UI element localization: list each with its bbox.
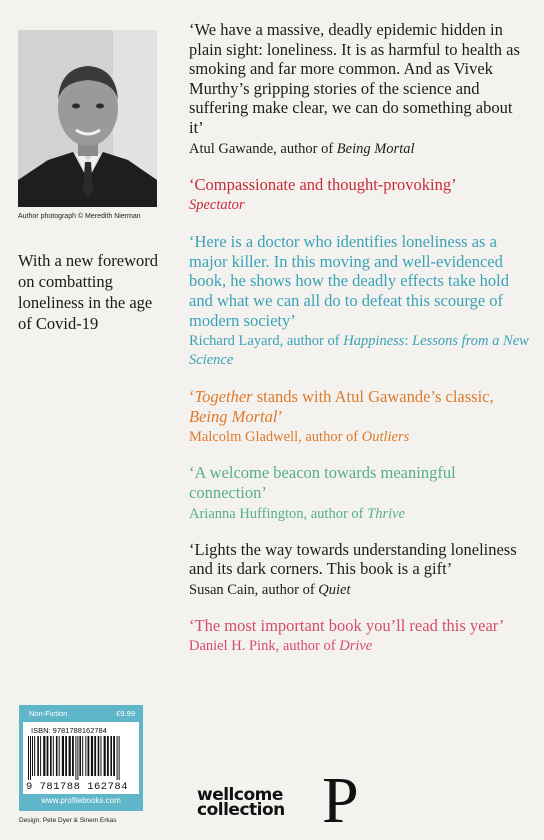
quote-book-title: Together <box>194 387 253 407</box>
quote-attribution <box>189 332 529 370</box>
barcode-bar <box>110 736 112 776</box>
price-label: £9.99 <box>116 709 135 718</box>
quote-body: stands with Atul Gawande’s classic, <box>252 387 494 407</box>
barcode-bar <box>37 736 39 776</box>
quote-attribution <box>189 196 529 215</box>
quote-open-mark: ‘ <box>189 387 195 407</box>
barcode-bar <box>43 736 45 776</box>
quote-attribution <box>189 581 529 600</box>
quote-attribution <box>189 637 529 656</box>
quote-book-title-2: Being Mortal <box>189 406 278 426</box>
wellcome-collection-logo <box>197 785 285 820</box>
barcode-bar <box>77 736 78 780</box>
barcode-bar <box>79 736 81 776</box>
quote-attribution <box>189 428 529 447</box>
barcode-bars <box>27 736 135 780</box>
barcode-bar <box>34 736 35 776</box>
barcode-bar <box>75 736 76 780</box>
quote-spectator <box>189 175 529 216</box>
photo-credit: Author photograph © Meredith Nierman <box>18 213 141 220</box>
barcode-bar <box>117 736 118 780</box>
barcode-bar <box>62 736 64 776</box>
attribution-author: Daniel H. Pink, author of <box>189 638 340 655</box>
quote-attribution <box>189 505 529 524</box>
attribution-author: Atul Gawande, author of <box>189 140 337 157</box>
attribution-book: Quiet <box>318 581 351 598</box>
attribution-book: Happiness <box>343 333 405 350</box>
quote-text: ‘The most important book you’ll read this year’ <box>189 615 505 635</box>
quote-text: ‘A welcome beacon towards meaningful connection’ <box>189 463 456 502</box>
barcode-bar <box>85 736 86 776</box>
barcode-bar <box>91 736 93 776</box>
logo-line-1: wellcome <box>197 785 283 805</box>
foreword-note: With a new foreword on combatting loneliness in the age of Covid-19 <box>18 251 158 333</box>
barcode-bar <box>88 736 90 776</box>
publisher-url: www.profilebooks.com <box>41 796 121 805</box>
barcode-bar <box>72 736 74 776</box>
barcode-bar <box>50 736 52 776</box>
category-label: Non-Fiction <box>29 709 68 718</box>
barcode-bar <box>119 736 120 780</box>
barcode-bar <box>94 736 96 776</box>
quote-text: ‘Lights the way towards understanding loneliness and its dark corners. This book is a gift’ <box>189 539 517 579</box>
barcode-header <box>19 705 143 722</box>
barcode-bar <box>82 736 83 776</box>
attribution-author: Arianna Huffington, author of <box>189 505 368 522</box>
logo-line-2: collection <box>197 800 285 820</box>
barcode-bar <box>69 736 71 776</box>
attribution-book: Drive <box>339 638 373 655</box>
barcode-bar <box>40 736 41 776</box>
attribution-subtitle: Lessons from a New Science <box>189 333 529 369</box>
isbn-label: ISBN: 9781788162784 <box>31 726 107 735</box>
attribution-author: Richard Layard, author of <box>189 333 344 350</box>
quote-cain <box>189 540 529 600</box>
barcode-bar <box>53 736 54 776</box>
quote-pink <box>189 616 529 657</box>
quote-text: ‘We have a massive, deadly epidemic hidden in plain sight: loneliness. It is as harmful to health as smoking and far more common. And as Vivek Murthy’s gripping stories of the science and suffering make clear, we can do something about it’ <box>189 20 520 137</box>
attribution-book: Thrive <box>367 505 405 522</box>
barcode-bar <box>104 736 106 776</box>
quote-layard <box>189 232 529 370</box>
barcode-area <box>23 722 139 794</box>
quote-huffington <box>189 463 529 523</box>
quote-attribution <box>189 140 529 159</box>
attribution-separator: : <box>404 333 413 350</box>
barcode-bar <box>113 736 115 776</box>
barcode-bar <box>30 736 31 780</box>
author-photo <box>18 30 157 207</box>
quote-gladwell <box>189 387 529 447</box>
publisher-logo: P <box>322 764 359 837</box>
barcode-bar <box>32 736 33 776</box>
quote-text <box>189 387 529 426</box>
quote-text: ‘Here is a doctor who identifies loneliness as a major killer. In this moving and well-evidenced book, he shows how the deadly effects take hold and what we can all do to defeat this scourge of modern society’ <box>189 232 509 330</box>
barcode-bar <box>107 736 109 776</box>
attribution-book: Outliers <box>361 429 410 446</box>
barcode-bar <box>47 736 49 776</box>
endorsements <box>189 20 529 656</box>
barcode-bar <box>56 736 58 776</box>
barcode-bar <box>101 736 102 776</box>
barcode-bar <box>59 736 60 776</box>
barcode-bar <box>98 736 100 776</box>
quote-gawande <box>189 20 529 159</box>
attribution-author: Susan Cain, author of <box>189 581 319 598</box>
barcode-bar <box>28 736 29 780</box>
design-credit: Design: Pete Dyer & Sinem Erkas <box>19 817 117 824</box>
barcode-number: 9 781788 162784 <box>26 781 129 793</box>
attribution-book: Being Mortal <box>336 140 415 157</box>
attribution-source: Spectator <box>189 197 245 214</box>
barcode-bar <box>65 736 67 776</box>
quote-text: ‘Compassionate and thought-provoking’ <box>189 174 457 194</box>
quote-close-mark: ’ <box>277 406 283 426</box>
attribution-author: Malcolm Gladwell, author of <box>189 429 362 446</box>
barcode-panel <box>19 705 143 811</box>
